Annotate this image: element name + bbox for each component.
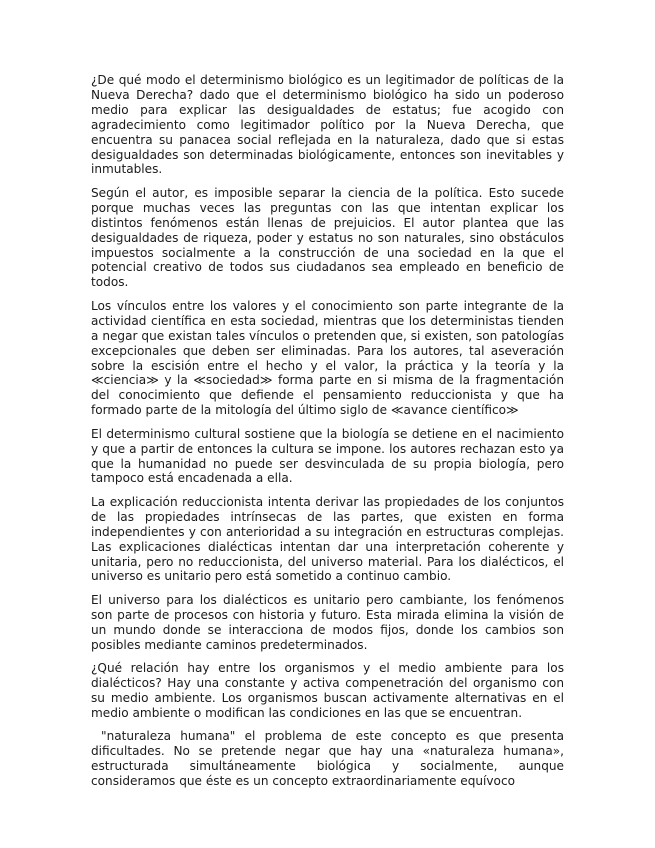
paragraph-organismos-medio: ¿Qué relación hay entre los organismos y el medio ambiente para los dialécticos? Hay una constante y activa compenetración del organismo con su medio ambiente. Los organismos buscan activamente alternativas en el medio ambiente o modifican las condiciones en las que se encuentran. <box>91 661 564 720</box>
paragraph-valores-conocimiento: Los vínculos entre los valores y el conocimiento son parte integrante de la actividad científica en esta sociedad, mientras que los deterministas tienden a negar que existan tales vínculos o pretenden que, si existen, son patologías excepcionales que deben ser eliminadas. Para los autores, tal aseveración sobre la escisión entre el hecho y el valor, la práctica y la teoría y la ≪ciencia≫ y la ≪sociedad≫ forma parte en si misma de la fragmentación del conocimiento que defiende el pensamiento reduccionista y que ha formado parte de la mitología del último siglo de ≪avance científico≫ <box>91 298 564 418</box>
paragraph-determinismo-nueva-derecha: ¿De qué modo el determinismo biológico es un legitimador de políticas de la Nueva Derecha? dado que el determinismo biológico ha sido un poderoso medio para explicar las desigualdades de estatus; fue acogido con agradecimiento como legitimador político por la Nueva Derecha, que encuentra su panacea social reflejada en la naturaleza, dado que si estas desigualdades son determinadas biológicamente, entonces son inevitables y inmutables. <box>91 73 564 177</box>
paragraph-determinismo-cultural: El determinismo cultural sostiene que la biología se detiene en el nacimiento y que a partir de entonces la cultura se impone. los autores rechazan esto ya que la humanidad no puede ser desvinculada de su propia biología, pero tampoco está encadenada a ella. <box>91 426 564 486</box>
paragraph-ciencia-politica: Según el autor, es imposible separar la ciencia de la política. Esto sucede porque muchas veces las preguntas con las que intentan explicar los distintos fenómenos están llenas de prejuicios. El autor plantea que las desigualdades de riqueza, poder y estatus no son naturales, sino obstáculos impuestos socialmente a la construcción de una sociedad en la que el potencial creativo de todos sus ciudadanos sea empleado en beneficio de todos. <box>91 185 564 290</box>
document-page <box>91 73 564 798</box>
paragraph-universo-dialectico: El universo para los dialécticos es unitario pero cambiante, los fenómenos son parte de procesos con historia y futuro. Esta mirada elimina la visión de un mundo donde se interacciona de modos fijos, donde los cambios son posibles mediante caminos predeterminados. <box>91 592 564 652</box>
paragraph-explicacion-reduccionista: La explicación reduccionista intenta derivar las propiedades de los conjuntos de las propiedades intrínsecas de las partes, que existen en forma independientes y con anterioridad a su integración en estructuras complejas. Las explicaciones dialécticas intentan dar una interpretación coherente y unitaria, pero no reduccionista, del universo material. Para los dialécticos, el universo es unitario pero está sometido a continuo cambio. <box>91 494 564 584</box>
paragraph-naturaleza-humana: "naturaleza humana" el problema de este concepto es que presenta dificultades. No se pretende negar que hay una «naturaleza humana», estructurada simultáneamente biológica y socialmente, aunque consideramos que éste es un concepto extraordinariamente equívoco <box>91 729 564 789</box>
